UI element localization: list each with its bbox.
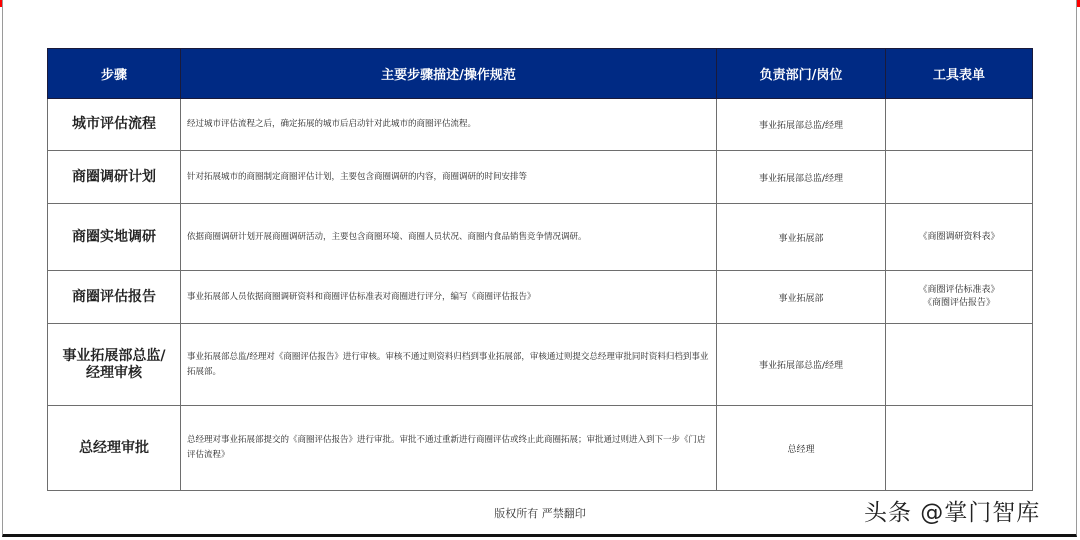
step-cell: 商圈实地调研 <box>48 204 181 271</box>
tools-cell <box>886 406 1033 491</box>
description-cell: 针对拓展城市的商圈制定商圈评估计划，主要包含商圈调研的内容，商圈调研的时间安排等 <box>181 151 717 204</box>
step-cell: 城市评估流程 <box>48 99 181 151</box>
copyright-footer: 版权所有 严禁翻印 <box>494 507 586 520</box>
tools-cell <box>886 271 1033 324</box>
header-owner: 负责部门/岗位 <box>717 49 886 99</box>
step-cell: 商圈调研计划 <box>48 151 181 204</box>
description-cell: 事业拓展部人员依据商圈调研资料和商圈评估标准表对商圈进行评分，编写《商圈评估报告》 <box>181 271 717 324</box>
tools-cell <box>886 99 1033 151</box>
tool-item: 《商圈评估报告》 <box>922 298 995 308</box>
process-table <box>47 48 1033 491</box>
table-header-row <box>48 49 1033 99</box>
tool-item: 《商圈评估标准表》 <box>918 285 1000 295</box>
header-step: 步骤 <box>48 49 181 99</box>
table-row <box>48 204 1033 271</box>
table-row <box>48 271 1033 324</box>
owner-cell: 事业拓展部总监/经理 <box>717 99 886 151</box>
table-row <box>48 99 1033 151</box>
description-cell: 依据商圈调研计划开展商圈调研活动，主要包含商圈环境、商圈人员状况、商圈内食品销售竞争情况调研。 <box>181 204 717 271</box>
header-description: 主要步骤描述/操作规范 <box>181 49 717 99</box>
owner-cell: 事业拓展部 <box>717 271 886 324</box>
table-row <box>48 406 1033 491</box>
table-row <box>48 324 1033 406</box>
table-row <box>48 151 1033 204</box>
description-cell: 事业拓展部总监/经理对《商圈评估报告》进行审核。审核不通过则资料归档到事业拓展部，审核通过则提交总经理审批同时资料归档到事业拓展部。 <box>181 324 717 406</box>
owner-cell: 总经理 <box>717 406 886 491</box>
description-cell: 经过城市评估流程之后，确定拓展的城市后启动针对此城市的商圈评估流程。 <box>181 99 717 151</box>
step-cell: 总经理审批 <box>48 406 181 491</box>
tool-item: 《商圈调研资料表》 <box>918 231 1000 242</box>
tools-cell <box>886 324 1033 406</box>
owner-cell: 事业拓展部总监/经理 <box>717 324 886 406</box>
header-tools: 工具表单 <box>886 49 1033 99</box>
owner-cell: 事业拓展部 <box>717 204 886 271</box>
tools-cell <box>886 151 1033 204</box>
step-cell: 商圈评估报告 <box>48 271 181 324</box>
watermark: 头条 @掌门智库 <box>864 500 1041 526</box>
step-cell: 事业拓展部总监/经理审核 <box>48 324 181 406</box>
description-cell: 总经理对事业拓展部提交的《商圈评估报告》进行审批。审批不通过重新进行商圈评估或终止此商圈拓展；审批通过则进入到下一步《门店评估流程》 <box>181 406 717 491</box>
owner-cell: 事业拓展部总监/经理 <box>717 151 886 204</box>
tools-cell <box>886 204 1033 271</box>
